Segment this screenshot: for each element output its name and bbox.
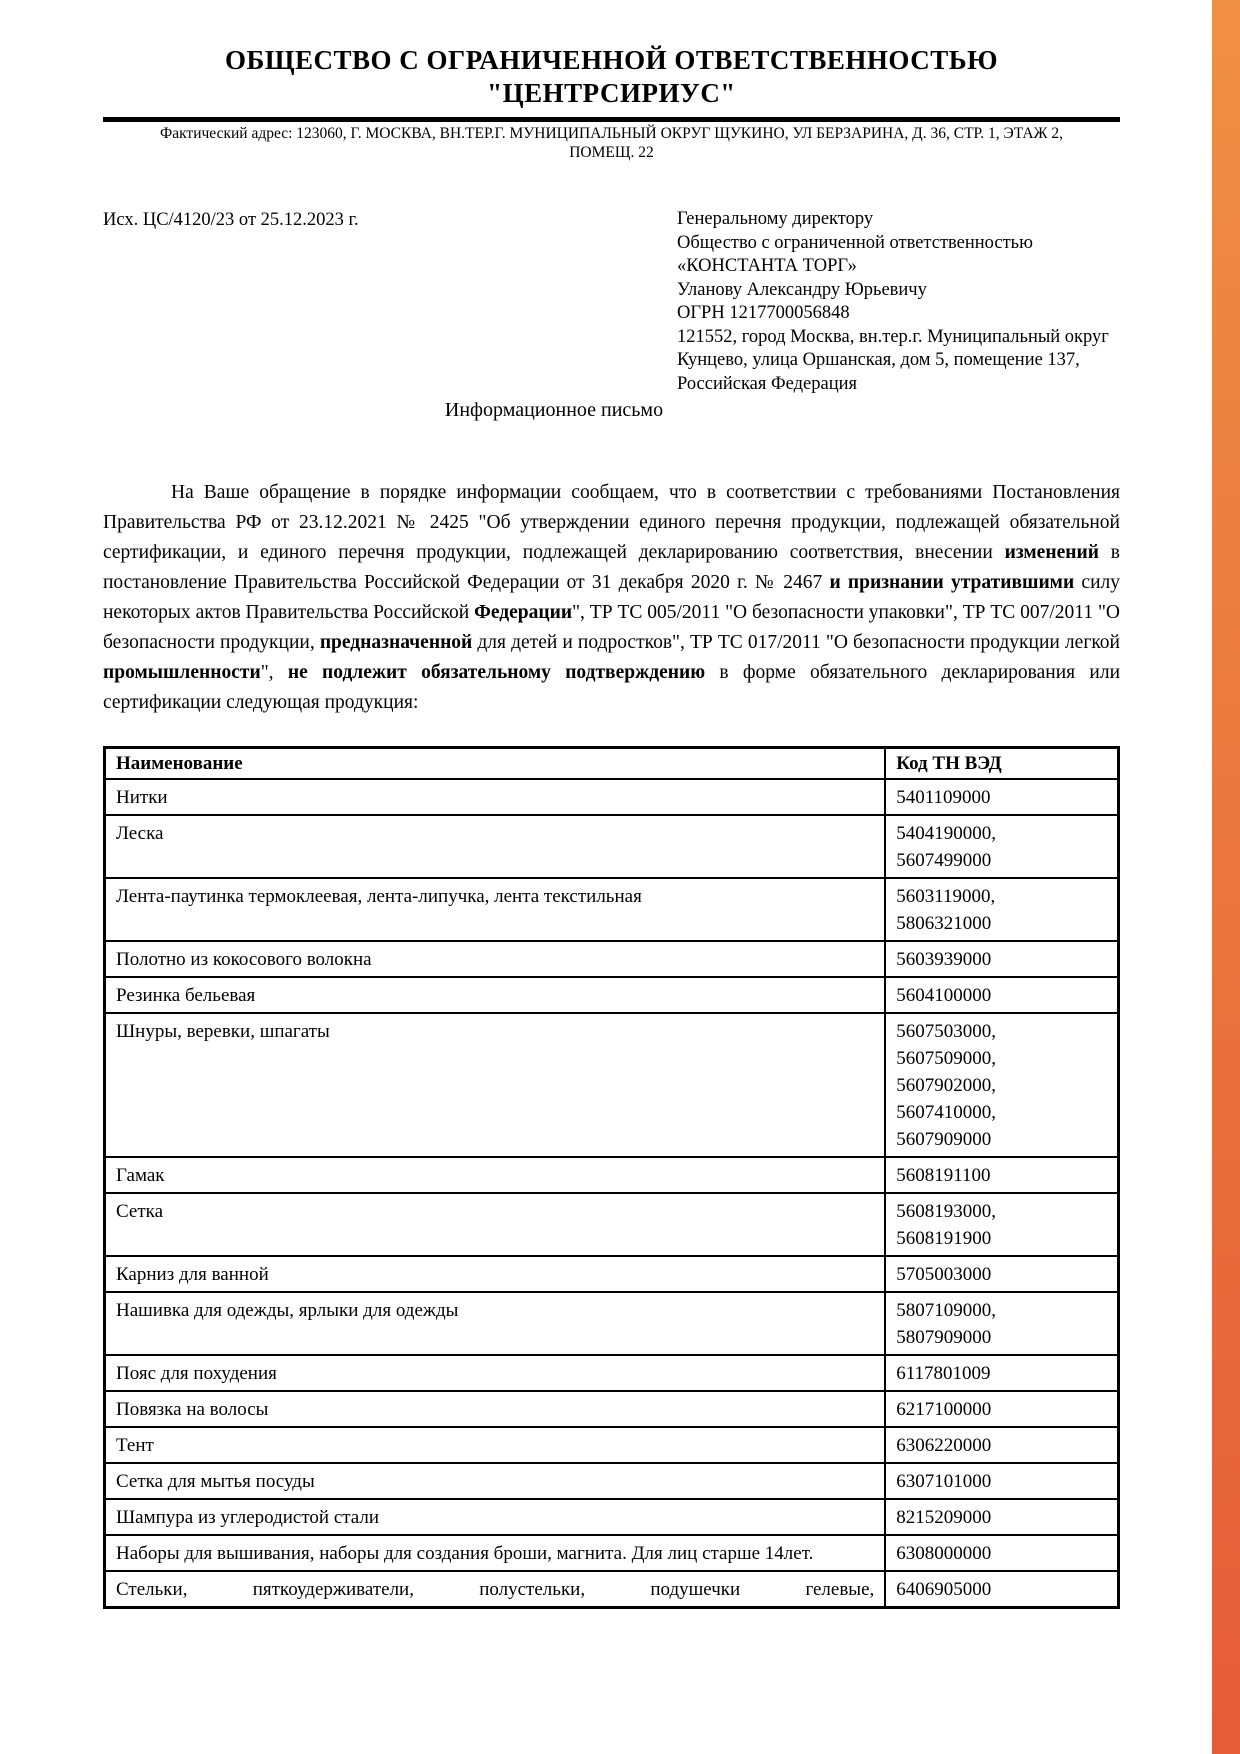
product-code-cell [885, 1571, 1118, 1608]
paragraph-text: ", [260, 662, 288, 683]
product-name-cell: Наборы для вышивания, наборы для создания броши, магнита. Для лиц старше 14лет. [105, 1535, 886, 1571]
page-edge-accent-bar [1212, 0, 1240, 1754]
header-rule [103, 117, 1120, 122]
table-row [105, 1256, 1119, 1292]
product-code-cell [885, 1013, 1118, 1157]
product-name-cell: Нитки [105, 779, 886, 815]
tnved-code: 5603939000 [896, 949, 992, 970]
addressee-line: Российская Федерация [677, 373, 858, 394]
products-table [103, 746, 1120, 1609]
addressee-line: «КОНСТАНТА ТОРГ» [677, 256, 857, 276]
table-row [105, 1292, 1119, 1355]
company-name-line2: "ЦЕНТРСИРИУС" [487, 78, 736, 108]
product-name-cell: Полотно из кокосового волокна [105, 941, 886, 977]
product-name-cell: Повязка на волосы [105, 1391, 886, 1427]
product-code-cell [885, 1355, 1118, 1391]
addressee-line: Генеральному директору [677, 209, 874, 229]
table-row [105, 1571, 1119, 1608]
table-row [105, 1391, 1119, 1427]
table-row [105, 1355, 1119, 1391]
table-row [105, 1535, 1119, 1571]
paragraph-text: На Ваше обращение в порядке информации сообщаем, что в соответствии с требованиями Постановления Правительства РФ от 23.12.2021 № 2425 "Об утверждении единого перечня продукции, подлежащей обязательной сертификации, и единого перечня продукции, подлежащей декларированию соответствия, внесении [103, 482, 1120, 563]
tnved-code: 6308000000 [896, 1543, 992, 1564]
table-row [105, 1013, 1119, 1157]
product-name-cell: Шампура из углеродистой стали [105, 1499, 886, 1535]
tnved-code: 5806321000 [896, 913, 992, 934]
table-row [105, 1463, 1119, 1499]
product-code-cell [885, 1193, 1118, 1256]
product-name-cell: Сетка [105, 1193, 886, 1256]
product-table-body [105, 779, 1119, 1608]
tnved-code: 5607909000 [896, 1129, 992, 1150]
paragraph-text: в форме обязательного декларирования или сертификации следующая продукция: [103, 662, 1120, 713]
paragraph-text: для детей и подростков", ТР ТС 017/2011 "О безопасности продукции легкой [472, 632, 1120, 653]
product-code-cell [885, 1427, 1118, 1463]
table-row [105, 1499, 1119, 1535]
product-code-cell [885, 1157, 1118, 1193]
product-code-cell [885, 1499, 1118, 1535]
product-code-cell [885, 779, 1118, 815]
product-name-cell: Шнуры, веревки, шпагаты [105, 1013, 886, 1157]
tnved-code: 8215209000 [896, 1507, 992, 1528]
product-code-cell [885, 1463, 1118, 1499]
reference-and-addressee [103, 208, 1120, 396]
tnved-code: 5608191900 [896, 1228, 992, 1249]
paragraph-bold-text: изменений [1004, 542, 1099, 563]
addressee-line: 121552, город Москва, вн.тер.г. Муниципальный округ [677, 326, 1109, 347]
outgoing-reference: Исх. ЦС/4120/23 от 25.12.2023 г. [103, 210, 359, 230]
tnved-code: 5608193000, [896, 1201, 997, 1222]
tnved-code: 5607509000, [896, 1048, 997, 1069]
addressee-line: Кунцево, улица Оршанская, дом 5, помещение 137, [677, 350, 1080, 370]
company-name [103, 44, 1120, 110]
table-row [105, 977, 1119, 1013]
product-name-cell: Стельки, пяткоудерживатели, полустельки, подушечки гелевые, [105, 1571, 886, 1608]
product-code-cell [885, 878, 1118, 941]
tnved-code: 5607902000, [896, 1075, 997, 1096]
paragraph-bold-text: Федерации [474, 602, 573, 623]
product-code-cell [885, 1535, 1118, 1571]
product-name-cell: Лента-паутинка термоклеевая, лента-липучка, лента текстильная [105, 878, 886, 941]
product-name-cell: Леска [105, 815, 886, 878]
paragraph-text: силу некоторых актов Правительства Российской [103, 572, 1121, 623]
table-row [105, 878, 1119, 941]
tnved-code: 5404190000, [896, 823, 997, 844]
tnved-code: 6307101000 [896, 1471, 992, 1492]
addressee-line: Общество с ограниченной ответственностью [677, 232, 1033, 253]
product-code-cell [885, 941, 1118, 977]
tnved-code: 5807109000, [896, 1300, 997, 1321]
product-code-cell [885, 1292, 1118, 1355]
tnved-code: 6406905000 [896, 1579, 992, 1600]
paragraph-text: ", ТР ТС 005/2011 "О безопасности упаковки", ТР ТС 007/2011 "О безопасности продукции, [103, 602, 1121, 653]
tnved-code: 5607503000, [896, 1021, 997, 1042]
paragraph-text: в постановление Правительства Российской Федерации от 31 декабря 2020 г. № 2467 [103, 542, 1120, 593]
product-code-cell [885, 815, 1118, 878]
product-name-cell: Тент [105, 1427, 886, 1463]
product-code-cell [885, 977, 1118, 1013]
table-row [105, 815, 1119, 878]
column-header-code: Код ТН ВЭД [885, 748, 1118, 780]
product-name-cell: Карниз для ванной [105, 1256, 886, 1292]
table-row [105, 941, 1119, 977]
table-row [105, 1193, 1119, 1256]
table-row [105, 1427, 1119, 1463]
addressee-block [677, 208, 1120, 396]
product-code-cell [885, 1256, 1118, 1292]
product-name-cell: Гамак [105, 1157, 886, 1193]
addressee-line: ОГРН 1217700056848 [677, 303, 850, 323]
letter-title: Информационное письмо [444, 399, 664, 421]
tnved-code: 6306220000 [896, 1435, 992, 1456]
paragraph-bold-text: и признании утратившими [829, 572, 1075, 593]
addressee-line: Уланову Александру Юрьевичу [677, 279, 927, 300]
table-row [105, 779, 1119, 815]
company-name-line1: ОБЩЕСТВО С ОГРАНИЧЕННОЙ ОТВЕТСТВЕННОСТЬЮ [225, 45, 998, 75]
tnved-code: 5401109000 [896, 787, 991, 808]
table-row [105, 1157, 1119, 1193]
body-paragraph [103, 478, 1120, 718]
column-header-name: Наименование [105, 748, 886, 780]
paragraph-bold-text: предназначенной [319, 632, 473, 653]
tnved-code: 6117801009 [896, 1363, 991, 1384]
company-address: Фактический адрес: 123060, Г. МОСКВА, ВН.ТЕР.Г. МУНИЦИПАЛЬНЫЙ ОКРУГ ЩУКИНО, УЛ БЕРЗАРИНА, Д. 36, СТР. 1, ЭТАЖ 2, ПОМЕЩ. 22 [159, 125, 1063, 161]
product-name-cell: Резинка бельевая [105, 977, 886, 1013]
tnved-code: 6217100000 [896, 1399, 992, 1420]
paragraph-bold-text: промышленности [103, 662, 261, 683]
tnved-code: 5607410000, [896, 1102, 997, 1123]
table-header-row [105, 748, 1119, 780]
paragraph-bold-text: не подлежит обязательному подтверждению [287, 662, 706, 683]
tnved-code: 5705003000 [896, 1264, 992, 1285]
product-name-cell: Сетка для мытья посуды [105, 1463, 886, 1499]
tnved-code: 5607499000 [896, 850, 992, 871]
tnved-code: 5807909000 [896, 1327, 992, 1348]
product-name-cell: Пояс для похудения [105, 1355, 886, 1391]
tnved-code: 5608191100 [896, 1165, 991, 1186]
product-code-cell [885, 1391, 1118, 1427]
tnved-code: 5603119000, [896, 886, 996, 907]
tnved-code: 5604100000 [896, 985, 992, 1006]
product-name-cell: Нашивка для одежды, ярлыки для одежды [105, 1292, 886, 1355]
